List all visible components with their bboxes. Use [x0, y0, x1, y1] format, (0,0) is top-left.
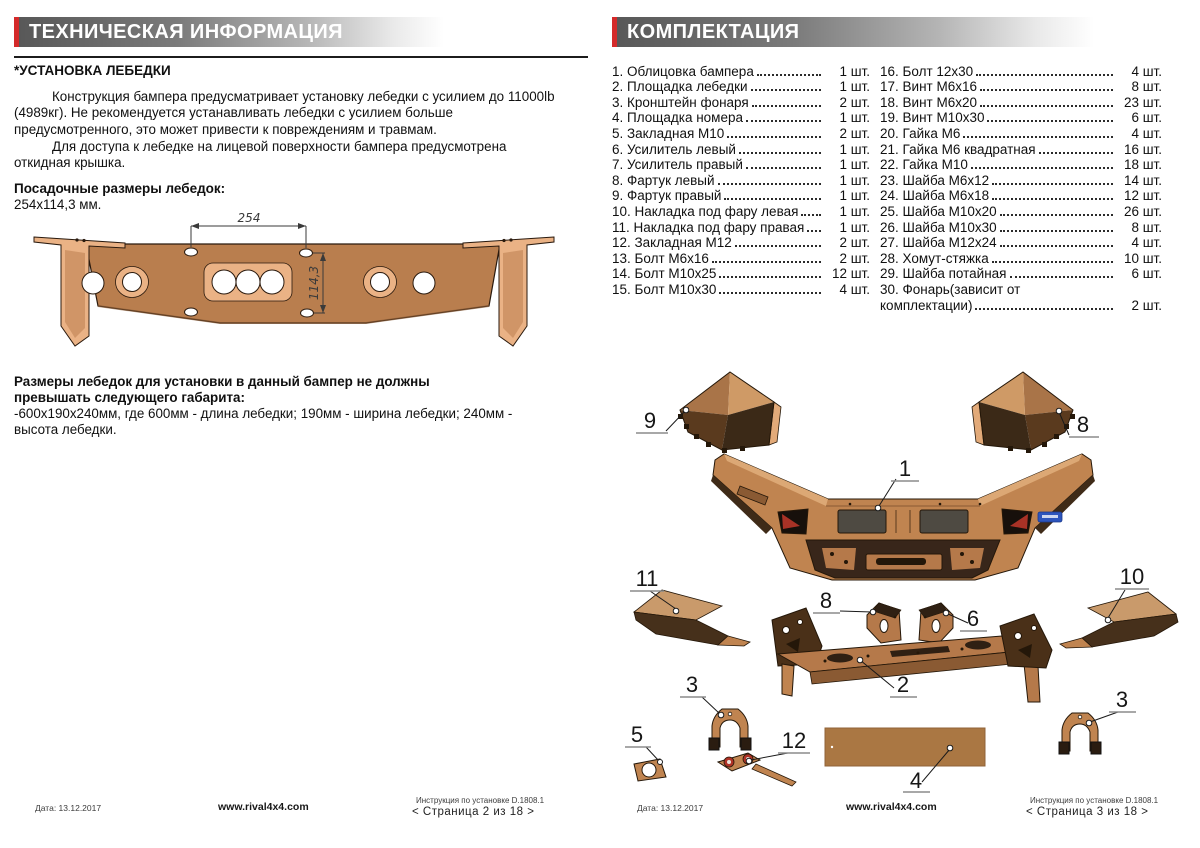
part-qty: 1 шт. — [839, 79, 870, 95]
part-qty: 1 шт. — [839, 110, 870, 126]
part-row — [880, 297, 1162, 313]
part-row — [612, 281, 870, 297]
part-name: 26. Шайба М10х30 — [880, 219, 997, 235]
part-row — [612, 266, 870, 282]
dot-leader — [801, 214, 821, 216]
part-qty: 2 шт. — [839, 125, 870, 141]
dot-leader — [992, 198, 1113, 200]
part-name: 21. Гайка М6 квадратная — [880, 141, 1036, 157]
part-name: 24. Шайба М6х18 — [880, 188, 990, 204]
part-qty: 4 шт. — [839, 281, 870, 297]
header-divider — [14, 56, 588, 58]
part-number-plate-illustration — [825, 728, 985, 766]
footer-date: Дата: 13.12.2017 — [637, 803, 704, 813]
part-clamp-illustration-a — [709, 709, 751, 750]
part-row — [880, 125, 1162, 141]
part-qty: 8 шт. — [1131, 79, 1162, 95]
page-parts-list — [600, 0, 1200, 848]
part-name: 29. Шайба потайная — [880, 266, 1007, 282]
part-row — [612, 94, 870, 110]
part-name: 11. Накладка под фару правая — [612, 219, 805, 235]
parts-list-column-2 — [880, 63, 1162, 313]
part-qty: 1 шт. — [839, 188, 870, 204]
part-qty: 23 шт. — [1123, 94, 1162, 110]
part-name: 25. Шайба М10х20 — [880, 203, 997, 219]
part-row — [612, 79, 870, 95]
part-qty: 4 шт. — [1131, 125, 1162, 141]
part-row — [612, 188, 870, 204]
part-name: 19. Винт М10х30 — [880, 110, 985, 126]
part-qty: 6 шт. — [1131, 266, 1162, 282]
part-qty: 16 шт. — [1123, 141, 1162, 157]
callout-part-3b: 3 — [1115, 687, 1129, 712]
part-qty: 26 шт. — [1123, 203, 1162, 219]
part-backing-plate-m12-illustration — [718, 753, 796, 786]
part-name: 13. Болт М6х16 — [612, 250, 709, 266]
part-winch-platform-illustration — [772, 608, 1052, 702]
part-qty: 12 шт. — [831, 266, 870, 282]
part-name: 12. Закладная М12 — [612, 235, 732, 251]
callout-part-8: 8 — [1076, 412, 1090, 437]
part-headlight-trim-illustration-a — [634, 590, 750, 646]
winch-section-heading: *УСТАНОВКА ЛЕБЕДКИ — [14, 63, 171, 78]
page-title: ТЕХНИЧЕСКАЯ ИНФОРМАЦИЯ — [29, 20, 343, 43]
dot-leader — [746, 167, 821, 169]
callout-part-5: 5 — [630, 722, 644, 747]
part-row — [612, 203, 870, 219]
dot-leader — [724, 198, 821, 200]
part-qty: 8 шт. — [1131, 219, 1162, 235]
part-name: 15. Болт М10х30 — [612, 281, 717, 297]
dot-leader — [735, 245, 821, 247]
dot-leader — [971, 167, 1113, 169]
part-qty: 1 шт. — [839, 157, 870, 173]
part-apron-illustration-a — [678, 372, 781, 453]
part-qty: 12 шт. — [1123, 188, 1162, 204]
parts-list-column-1 — [612, 63, 870, 297]
part-row — [612, 250, 870, 266]
part-name: 28. Хомут-стяжка — [880, 250, 989, 266]
part-name: 9. Фартук правый — [612, 188, 722, 204]
page-title: КОМПЛЕКТАЦИЯ — [627, 20, 800, 43]
part-row — [880, 141, 1162, 157]
part-qty: 1 шт. — [839, 219, 870, 235]
part-name: 1. Облицовка бампера — [612, 63, 754, 79]
dot-leader — [752, 105, 821, 107]
footer-date: Дата: 13.12.2017 — [35, 803, 102, 813]
dot-leader — [980, 89, 1113, 91]
part-row — [880, 110, 1162, 126]
part-name: 18. Винт М6х20 — [880, 94, 977, 110]
part-name: 5. Закладная М10 — [612, 125, 725, 141]
banner-red-accent — [14, 17, 19, 47]
part-row — [612, 219, 870, 235]
dot-leader — [1010, 276, 1114, 278]
part-name: 20. Гайка М6 — [880, 125, 961, 141]
part-row — [880, 281, 1162, 297]
dot-leader — [1000, 214, 1113, 216]
part-name: 30. Фонарь(зависит от — [880, 281, 1021, 297]
part-bracket-illustration-b — [919, 603, 953, 643]
dot-leader — [727, 136, 821, 138]
callout-part-4: 4 — [909, 768, 923, 793]
mount-size-value: 254х114,3 мм. — [14, 197, 102, 212]
part-clamp-illustration-b — [1059, 713, 1101, 754]
dot-leader — [987, 120, 1113, 122]
part-name: 7. Усилитель правый — [612, 157, 743, 173]
callout-part-6: 6 — [966, 606, 980, 631]
part-qty: 1 шт. — [839, 203, 870, 219]
part-row — [880, 63, 1162, 79]
callout-part-11: 11 — [635, 566, 659, 591]
callout-8-mid — [813, 588, 876, 615]
part-name: 10. Накладка под фару левая — [612, 203, 799, 219]
winch-paragraph-1: Конструкция бампера предусматривает установку лебедки с усилием до 11000lb (4989кг). Не рекомендуется устанавливать лебедки с усилием больше предусмотренного, это может привести к повреждениям и травмам. — [14, 89, 555, 137]
part-row — [880, 266, 1162, 282]
parts-diagram — [610, 358, 1190, 794]
parts-banner — [612, 17, 1094, 47]
dot-leader — [1000, 245, 1113, 247]
dot-leader — [719, 276, 821, 278]
part-row — [612, 110, 870, 126]
part-qty: 18 шт. — [1123, 157, 1162, 173]
part-name: 23. Шайба М6х12 — [880, 172, 990, 188]
footer-website: www.rival4x4.com — [846, 801, 937, 813]
part-row — [612, 63, 870, 79]
dot-leader — [975, 308, 1113, 310]
part-qty: 1 шт. — [839, 63, 870, 79]
dot-leader — [807, 230, 821, 232]
part-qty: 4 шт. — [1131, 63, 1162, 79]
part-qty: 2 шт. — [839, 250, 870, 266]
callout-part-9: 9 — [643, 408, 657, 433]
part-row — [612, 125, 870, 141]
part-row — [880, 219, 1162, 235]
part-name: 17. Винт М6х16 — [880, 79, 977, 95]
callout-part-10: 10 — [1119, 564, 1145, 589]
part-row — [612, 235, 870, 251]
part-qty: 2 шт. — [839, 94, 870, 110]
dot-leader — [992, 183, 1113, 185]
part-qty: 4 шт. — [1131, 235, 1162, 251]
part-name: 2. Площадка лебедки — [612, 79, 748, 95]
dot-leader — [963, 136, 1113, 138]
part-row — [880, 157, 1162, 173]
dimension-width-label: 254 — [237, 211, 261, 225]
part-name: 6. Усилитель левый — [612, 141, 736, 157]
part-row — [880, 203, 1162, 219]
part-qty: 1 шт. — [839, 141, 870, 157]
callout-part-12: 12 — [781, 728, 807, 753]
dot-leader — [1000, 230, 1113, 232]
technical-info-banner — [14, 17, 444, 47]
callout-part-3a: 3 — [685, 672, 699, 697]
part-qty: 10 шт. — [1123, 250, 1162, 266]
part-row — [880, 250, 1162, 266]
dot-leader — [757, 74, 821, 76]
part-qty: 14 шт. — [1123, 172, 1162, 188]
dot-leader — [992, 261, 1113, 263]
dot-leader — [739, 152, 821, 154]
dot-leader — [718, 183, 821, 185]
part-row — [612, 141, 870, 157]
part-qty: 2 шт. — [1131, 297, 1162, 313]
footer-page-indicator: < Страница 3 из 18 > — [1026, 806, 1149, 818]
banner-red-accent — [612, 17, 617, 47]
part-row — [612, 157, 870, 173]
dot-leader — [746, 120, 821, 122]
footer-page-indicator: < Страница 2 из 18 > — [412, 806, 535, 818]
part-name: 22. Гайка М10 — [880, 157, 968, 173]
dot-leader — [980, 105, 1113, 107]
winch-limits-text: -600х190х240мм, где 600мм - длина лебедки; 190мм - ширина лебедки; 240мм - высота лебедки. — [14, 406, 513, 438]
part-qty: 6 шт. — [1131, 110, 1162, 126]
dot-leader — [1039, 152, 1113, 154]
part-row — [612, 172, 870, 188]
part-name: комплектации) — [880, 297, 973, 313]
winch-mount-drawing — [28, 210, 560, 368]
part-name: 27. Шайба М12х24 — [880, 235, 997, 251]
part-row — [880, 172, 1162, 188]
winch-paragraph-2: Для доступа к лебедке на лицевой поверхности бампера предусмотрена откидная крышка. — [14, 139, 507, 171]
dot-leader — [712, 261, 821, 263]
part-qty: 2 шт. — [839, 235, 870, 251]
part-row — [880, 94, 1162, 110]
callout-3-left — [680, 672, 724, 718]
callout-5 — [625, 722, 663, 765]
part-name: 16. Болт 12х30 — [880, 63, 974, 79]
dot-leader — [719, 292, 821, 294]
part-row — [880, 235, 1162, 251]
dot-leader — [976, 74, 1113, 76]
part-name: 4. Площадка номера — [612, 110, 743, 126]
dot-leader — [751, 89, 821, 91]
footer-doc-ref: Инструкция по установке D.1808.1 — [1030, 796, 1159, 805]
part-row — [880, 79, 1162, 95]
part-name: 3. Кронштейн фонаря — [612, 94, 749, 110]
footer-website: www.rival4x4.com — [218, 801, 309, 813]
callout-part-8b: 8 — [819, 588, 833, 613]
mount-size-heading: Посадочные размеры лебедок: — [14, 181, 226, 196]
callout-part-2: 2 — [896, 672, 910, 697]
footer-doc-ref: Инструкция по установке D.1808.1 — [416, 796, 545, 805]
callout-part-1: 1 — [898, 456, 912, 481]
part-name: 8. Фартук левый — [612, 172, 715, 188]
dimension-height-label: 114,3 — [307, 265, 321, 301]
part-qty: 1 шт. — [839, 172, 870, 188]
part-name: 14. Болт М10х25 — [612, 266, 717, 282]
part-row — [880, 188, 1162, 204]
winch-limits-heading: Размеры лебедок для установки в данный бампер не должны превышать следующего габарита: — [14, 374, 430, 406]
